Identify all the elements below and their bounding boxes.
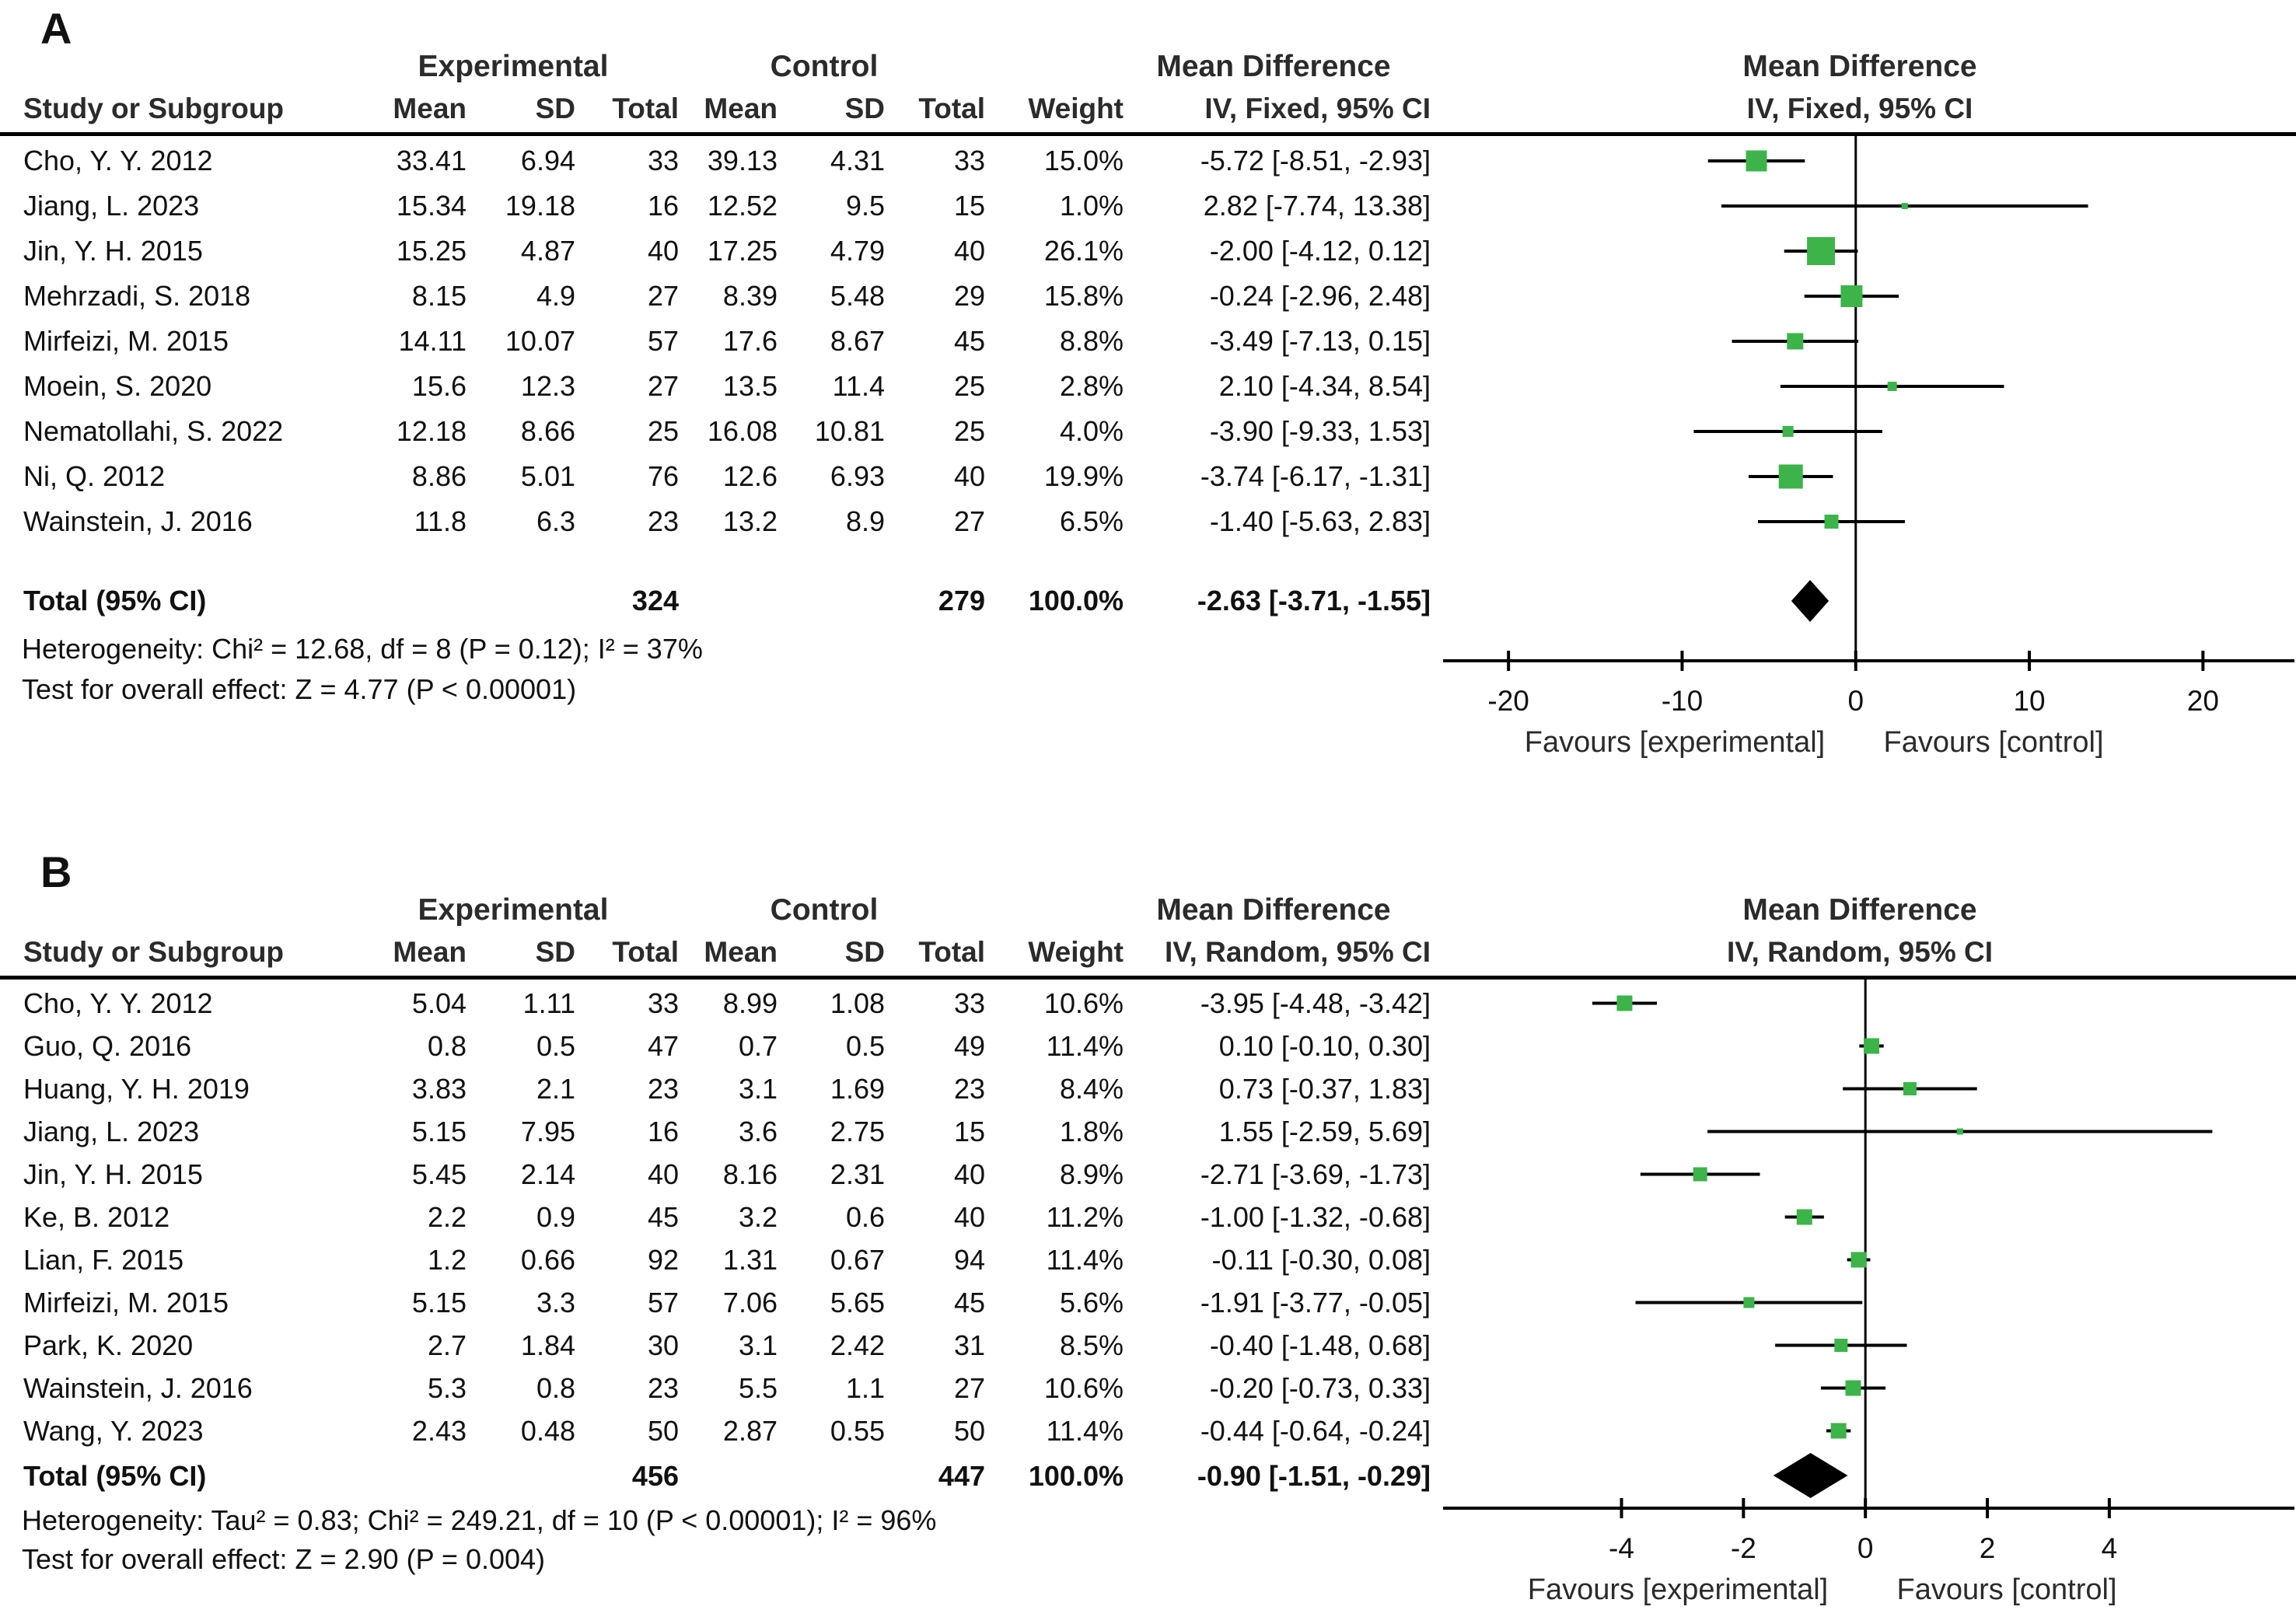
total-exp-n: 324 — [631, 585, 679, 616]
exp-total: 57 — [647, 325, 679, 357]
ctl-sd: 9.5 — [845, 190, 885, 222]
total-ci-text: -0.90 [-1.51, -0.29] — [1197, 1459, 1431, 1492]
ctl-mean: 16.08 — [707, 415, 778, 447]
study-row — [0, 138, 2296, 183]
study-row — [0, 274, 2296, 319]
control-group-header: Control — [770, 893, 879, 927]
study-row — [0, 1238, 2296, 1281]
study-name: Wainstein, J. 2016 — [23, 505, 253, 537]
exp-sd: 1.11 — [522, 987, 575, 1019]
study-name: Guo, Q. 2016 — [23, 1029, 192, 1062]
ctl-sd-column-header: SD — [844, 93, 885, 124]
exp-sd: 2.1 — [536, 1072, 575, 1105]
md-ci-text: -5.72 [-8.51, -2.93] — [1200, 145, 1431, 176]
exp-sd: 0.66 — [520, 1243, 575, 1276]
ctl-mean: 2.87 — [722, 1414, 778, 1447]
exp-mean: 2.43 — [411, 1414, 467, 1447]
ctl-sd: 2.42 — [830, 1329, 885, 1361]
study-name: Mirfeizi, M. 2015 — [23, 325, 229, 357]
overall-effect-note: Test for overall effect: Z = 4.77 (P < 0.00001) — [22, 673, 577, 705]
exp-total: 16 — [647, 1115, 679, 1147]
ctl-mean: 5.5 — [738, 1371, 778, 1404]
study-name: Cho, Y. Y. 2012 — [23, 145, 213, 176]
ctl-total: 45 — [953, 325, 985, 357]
favours-left-label: Favours [experimental] — [1527, 1573, 1829, 1606]
weight: 6.5% — [1059, 505, 1124, 537]
ctl-sd: 6.93 — [830, 460, 885, 492]
study-name: Jin, Y. H. 2015 — [23, 235, 203, 267]
ctl-sd: 1.1 — [845, 1371, 885, 1404]
study-row — [0, 1025, 2296, 1067]
exp-sd: 19.18 — [505, 190, 575, 222]
exp-mean: 33.41 — [396, 145, 467, 176]
exp-sd: 0.8 — [536, 1371, 575, 1404]
total-label: Total (95% CI) — [23, 585, 207, 616]
ctl-sd: 0.55 — [830, 1414, 885, 1447]
ctl-mean: 7.06 — [722, 1286, 778, 1318]
header-rule — [0, 132, 2296, 136]
exp-mean: 8.15 — [411, 280, 467, 312]
study-name: Moein, S. 2020 — [23, 370, 212, 402]
exp-mean: 15.34 — [396, 190, 467, 222]
weight: 2.8% — [1059, 370, 1124, 402]
ctl-sd-column-header: SD — [844, 936, 885, 968]
ctl-sd: 0.67 — [830, 1243, 885, 1276]
exp-total: 23 — [647, 1371, 679, 1404]
panel-label: B — [40, 847, 72, 896]
axis-tick-label: 10 — [2013, 685, 2046, 717]
exp-mean: 1.2 — [427, 1243, 467, 1276]
ctl-total: 40 — [953, 1200, 985, 1233]
study-name: Park, K. 2020 — [23, 1329, 194, 1361]
exp-sd: 12.3 — [520, 370, 575, 402]
ctl-sd: 8.9 — [845, 505, 885, 537]
ci-method-plot-header: IV, Random, 95% CI — [1726, 936, 1994, 968]
study-name: Huang, Y. H. 2019 — [23, 1072, 250, 1105]
ctl-sd: 10.81 — [814, 415, 885, 447]
study-row — [0, 1110, 2296, 1153]
exp-total: 33 — [647, 145, 679, 176]
ctl-total: 40 — [953, 235, 985, 267]
study-name: Jiang, L. 2023 — [23, 1115, 200, 1147]
exp-mean: 12.18 — [396, 415, 467, 447]
exp-total: 57 — [647, 1286, 679, 1318]
study-row — [0, 364, 2296, 409]
ctl-mean: 3.6 — [738, 1115, 778, 1147]
exp-sd: 4.87 — [520, 235, 575, 267]
panel-label: A — [40, 4, 72, 53]
ctl-mean: 13.2 — [722, 505, 778, 537]
weight: 11.2% — [1046, 1200, 1124, 1233]
md-ci-text: -3.95 [-4.48, -3.42] — [1200, 987, 1431, 1019]
ci-method-column-header: IV, Fixed, 95% CI — [1204, 93, 1431, 124]
study-name: Jin, Y. H. 2015 — [23, 1158, 203, 1190]
ctl-mean: 3.2 — [738, 1200, 778, 1233]
exp-sd: 1.84 — [520, 1329, 575, 1361]
study-row — [0, 409, 2296, 454]
exp-total: 45 — [647, 1200, 679, 1233]
md-ci-text: 0.73 [-0.37, 1.83] — [1218, 1072, 1431, 1105]
ctl-total: 25 — [953, 370, 985, 402]
exp-total: 92 — [647, 1243, 679, 1276]
mean-difference-column-header: Mean Difference — [1156, 893, 1391, 927]
exp-sd: 0.48 — [520, 1414, 575, 1447]
exp-mean: 14.11 — [398, 325, 467, 357]
exp-sd: 4.9 — [536, 280, 575, 312]
study-row — [0, 1196, 2296, 1238]
overall-effect-note: Test for overall effect: Z = 2.90 (P = 0.004) — [22, 1543, 546, 1575]
ctl-mean: 3.1 — [738, 1329, 778, 1361]
study-name: Lian, F. 2015 — [23, 1243, 184, 1276]
axis-tick-label: 0 — [1857, 1532, 1874, 1564]
exp-total: 23 — [647, 505, 679, 537]
weight: 4.0% — [1059, 415, 1124, 447]
ctl-total: 15 — [953, 1115, 985, 1147]
ctl-total: 40 — [953, 1158, 985, 1190]
total-ctl-n: 279 — [938, 585, 985, 616]
exp-sd: 3.3 — [536, 1286, 575, 1318]
exp-total: 33 — [647, 987, 679, 1019]
exp-total: 27 — [647, 280, 679, 312]
favours-right-label: Favours [control] — [1883, 726, 2104, 759]
weight-column-header: Weight — [1028, 936, 1124, 968]
exp-sd-column-header: SD — [535, 93, 575, 124]
study-name: Mehrzadi, S. 2018 — [23, 280, 251, 312]
mean-difference-plot-header: Mean Difference — [1742, 893, 1977, 927]
ctl-mean: 8.39 — [722, 280, 778, 312]
exp-sd: 6.3 — [536, 505, 575, 537]
ci-method-plot-header: IV, Fixed, 95% CI — [1746, 93, 1973, 124]
ctl-total: 15 — [953, 190, 985, 222]
exp-mean: 8.86 — [411, 460, 467, 492]
ctl-total: 31 — [953, 1329, 985, 1361]
weight: 11.4% — [1046, 1029, 1124, 1062]
md-ci-text: -1.91 [-3.77, -0.05] — [1200, 1286, 1431, 1318]
exp-sd: 8.66 — [520, 415, 575, 447]
exp-mean: 5.3 — [427, 1371, 467, 1404]
study-name: Wainstein, J. 2016 — [23, 1371, 253, 1404]
ctl-sd: 0.5 — [845, 1029, 885, 1062]
md-ci-text: -3.90 [-9.33, 1.53] — [1209, 415, 1431, 447]
study-name: Jiang, L. 2023 — [23, 190, 200, 222]
axis-tick-label: 4 — [2101, 1532, 2118, 1564]
study-name: Cho, Y. Y. 2012 — [23, 987, 213, 1019]
md-ci-text: -3.49 [-7.13, 0.15] — [1209, 325, 1431, 357]
exp-total: 25 — [647, 415, 679, 447]
weight: 8.9% — [1059, 1158, 1124, 1190]
total-weight: 100.0% — [1028, 1459, 1124, 1492]
ctl-sd: 5.65 — [830, 1286, 885, 1318]
weight: 11.4% — [1046, 1414, 1124, 1447]
heterogeneity-note: Heterogeneity: Chi² = 12.68, df = 8 (P = 0.12); I² = 37% — [22, 633, 703, 665]
md-ci-text: -0.24 [-2.96, 2.48] — [1209, 280, 1431, 312]
weight: 10.6% — [1043, 1371, 1124, 1404]
experimental-group-header: Experimental — [418, 893, 609, 927]
exp-mean: 11.8 — [414, 505, 467, 537]
ctl-total: 33 — [953, 145, 985, 176]
study-rows — [0, 138, 2296, 544]
ctl-total: 29 — [953, 280, 985, 312]
axis-tick-label: -2 — [1730, 1532, 1756, 1564]
study-name: Ke, B. 2012 — [23, 1200, 170, 1233]
md-ci-text: -2.00 [-4.12, 0.12] — [1209, 235, 1431, 267]
weight: 19.9% — [1043, 460, 1124, 492]
study-row — [0, 183, 2296, 229]
weight: 15.0% — [1043, 145, 1124, 176]
exp-mean: 3.83 — [411, 1072, 467, 1105]
ctl-mean-column-header: Mean — [704, 936, 778, 968]
ctl-total: 45 — [953, 1286, 985, 1318]
total-label: Total (95% CI) — [23, 1459, 207, 1492]
weight: 1.8% — [1059, 1115, 1124, 1147]
favours-right-label: Favours [control] — [1896, 1573, 2117, 1606]
mean-difference-plot-header: Mean Difference — [1742, 50, 1977, 83]
weight: 26.1% — [1043, 235, 1124, 267]
forest-plot-panel-b — [0, 843, 2296, 1617]
study-row — [0, 1367, 2296, 1409]
exp-sd-column-header: SD — [535, 936, 575, 968]
study-row — [0, 1281, 2296, 1324]
exp-mean: 15.6 — [411, 370, 467, 402]
exp-mean-column-header: Mean — [393, 936, 467, 968]
weight: 8.8% — [1059, 325, 1124, 357]
exp-mean: 2.7 — [427, 1329, 467, 1361]
exp-mean: 5.45 — [411, 1158, 467, 1190]
ctl-sd: 5.48 — [830, 280, 885, 312]
exp-total: 23 — [647, 1072, 679, 1105]
ctl-total-column-header: Total — [918, 93, 985, 124]
total-ci-text: -2.63 [-3.71, -1.55] — [1197, 585, 1431, 616]
md-ci-text: 1.55 [-2.59, 5.69] — [1218, 1115, 1431, 1147]
study-row — [0, 319, 2296, 364]
axis-tick-label: -10 — [1661, 685, 1704, 717]
ctl-mean: 3.1 — [738, 1072, 778, 1105]
exp-total: 40 — [647, 235, 679, 267]
study-column-header: Study or Subgroup — [23, 936, 285, 968]
ctl-sd: 11.4 — [832, 370, 885, 402]
ctl-total: 33 — [953, 987, 985, 1019]
total-row — [0, 578, 2296, 623]
ctl-total: 49 — [953, 1029, 985, 1062]
study-row — [0, 1409, 2296, 1452]
ctl-mean-column-header: Mean — [704, 93, 778, 124]
exp-sd: 6.94 — [520, 145, 575, 176]
md-ci-text: -1.40 [-5.63, 2.83] — [1209, 505, 1431, 537]
ctl-total: 94 — [953, 1243, 985, 1276]
study-name: Wang, Y. 2023 — [23, 1414, 204, 1447]
md-ci-text: -3.74 [-6.17, -1.31] — [1200, 460, 1431, 492]
study-row — [0, 229, 2296, 274]
study-row — [0, 454, 2296, 499]
study-row — [0, 499, 2296, 544]
md-ci-text: 2.10 [-4.34, 8.54] — [1218, 370, 1431, 402]
ctl-mean: 0.7 — [738, 1029, 778, 1062]
exp-sd: 0.5 — [536, 1029, 575, 1062]
exp-sd: 7.95 — [520, 1115, 575, 1147]
weight-column-header: Weight — [1028, 93, 1124, 124]
exp-sd: 5.01 — [520, 460, 575, 492]
study-name: Mirfeizi, M. 2015 — [23, 1286, 229, 1318]
total-exp-n: 456 — [631, 1459, 679, 1492]
exp-total: 76 — [647, 460, 679, 492]
exp-total: 50 — [647, 1414, 679, 1447]
ctl-total: 27 — [953, 505, 985, 537]
ctl-mean: 12.6 — [722, 460, 778, 492]
header-rule — [0, 976, 2296, 980]
exp-mean: 5.04 — [411, 987, 467, 1019]
exp-sd: 2.14 — [520, 1158, 575, 1190]
weight: 1.0% — [1059, 190, 1124, 222]
ctl-mean: 17.25 — [707, 235, 778, 267]
axis-tick-label: 2 — [1979, 1532, 1996, 1564]
study-row — [0, 1153, 2296, 1196]
ctl-total: 27 — [953, 1371, 985, 1404]
md-ci-text: -0.40 [-1.48, 0.68] — [1209, 1329, 1431, 1361]
experimental-group-header: Experimental — [418, 50, 609, 83]
ctl-sd: 4.31 — [830, 145, 885, 176]
control-group-header: Control — [770, 50, 879, 83]
weight: 5.6% — [1059, 1286, 1124, 1318]
total-row — [0, 1455, 2296, 1497]
total-weight: 100.0% — [1028, 585, 1124, 616]
ctl-mean: 13.5 — [722, 370, 778, 402]
weight: 8.5% — [1059, 1329, 1124, 1361]
heterogeneity-note: Heterogeneity: Tau² = 0.83; Chi² = 249.21, df = 10 (P < 0.00001); I² = 96% — [22, 1504, 937, 1536]
md-ci-text: -0.44 [-0.64, -0.24] — [1200, 1414, 1431, 1447]
ctl-sd: 0.6 — [845, 1200, 885, 1233]
favours-left-label: Favours [experimental] — [1524, 726, 1826, 759]
exp-total: 30 — [647, 1329, 679, 1361]
ctl-total-column-header: Total — [918, 936, 985, 968]
ctl-sd: 8.67 — [830, 325, 885, 357]
ctl-total: 50 — [953, 1414, 985, 1447]
mean-difference-column-header: Mean Difference — [1156, 50, 1391, 83]
axis-tick-label: 0 — [1847, 685, 1864, 717]
study-name: Nematollahi, S. 2022 — [23, 415, 284, 447]
exp-mean-column-header: Mean — [393, 93, 467, 124]
ctl-sd: 1.69 — [830, 1072, 885, 1105]
study-row — [0, 1324, 2296, 1367]
axis-tick-label: -4 — [1609, 1532, 1634, 1564]
study-row — [0, 982, 2296, 1025]
ctl-total: 23 — [953, 1072, 985, 1105]
exp-total: 47 — [647, 1029, 679, 1062]
ctl-sd: 1.08 — [830, 987, 885, 1019]
weight: 11.4% — [1046, 1243, 1124, 1276]
axis-tick-label: -20 — [1487, 685, 1529, 717]
exp-mean: 5.15 — [411, 1286, 467, 1318]
ctl-total: 25 — [953, 415, 985, 447]
ctl-mean: 12.52 — [707, 190, 778, 222]
exp-total: 40 — [647, 1158, 679, 1190]
ctl-sd: 4.79 — [830, 235, 885, 267]
exp-mean: 2.2 — [427, 1200, 467, 1233]
weight: 8.4% — [1059, 1072, 1124, 1105]
total-ctl-n: 447 — [938, 1459, 985, 1492]
exp-total: 27 — [647, 370, 679, 402]
study-name: Ni, Q. 2012 — [23, 460, 166, 492]
study-row — [0, 1067, 2296, 1110]
md-ci-text: -0.20 [-0.73, 0.33] — [1209, 1371, 1431, 1404]
ctl-mean: 39.13 — [707, 145, 778, 176]
ctl-mean: 8.99 — [722, 987, 778, 1019]
ctl-mean: 17.6 — [722, 325, 778, 357]
md-ci-text: -0.11 [-0.30, 0.08] — [1211, 1243, 1431, 1276]
axis-tick-label: 20 — [2186, 685, 2219, 717]
exp-mean: 0.8 — [427, 1029, 467, 1062]
exp-mean: 15.25 — [396, 235, 467, 267]
md-ci-text: -1.00 [-1.32, -0.68] — [1200, 1200, 1431, 1233]
weight: 15.8% — [1043, 280, 1124, 312]
exp-mean: 5.15 — [411, 1115, 467, 1147]
ctl-mean: 8.16 — [722, 1158, 778, 1190]
exp-sd: 0.9 — [536, 1200, 575, 1233]
weight: 10.6% — [1043, 987, 1124, 1019]
md-ci-text: 0.10 [-0.10, 0.30] — [1218, 1029, 1431, 1062]
study-column-header: Study or Subgroup — [23, 93, 285, 124]
ctl-sd: 2.75 — [830, 1115, 885, 1147]
md-ci-text: 2.82 [-7.74, 13.38] — [1203, 190, 1431, 222]
ctl-mean: 1.31 — [722, 1243, 778, 1276]
ctl-sd: 2.31 — [830, 1158, 885, 1190]
exp-total-column-header: Total — [612, 93, 679, 124]
ci-method-column-header: IV, Random, 95% CI — [1164, 936, 1431, 968]
md-ci-text: -2.71 [-3.69, -1.73] — [1200, 1158, 1431, 1190]
study-rows — [0, 982, 2296, 1452]
exp-total-column-header: Total — [612, 936, 679, 968]
exp-sd: 10.07 — [505, 325, 575, 357]
exp-total: 16 — [647, 190, 679, 222]
ctl-total: 40 — [953, 460, 985, 492]
